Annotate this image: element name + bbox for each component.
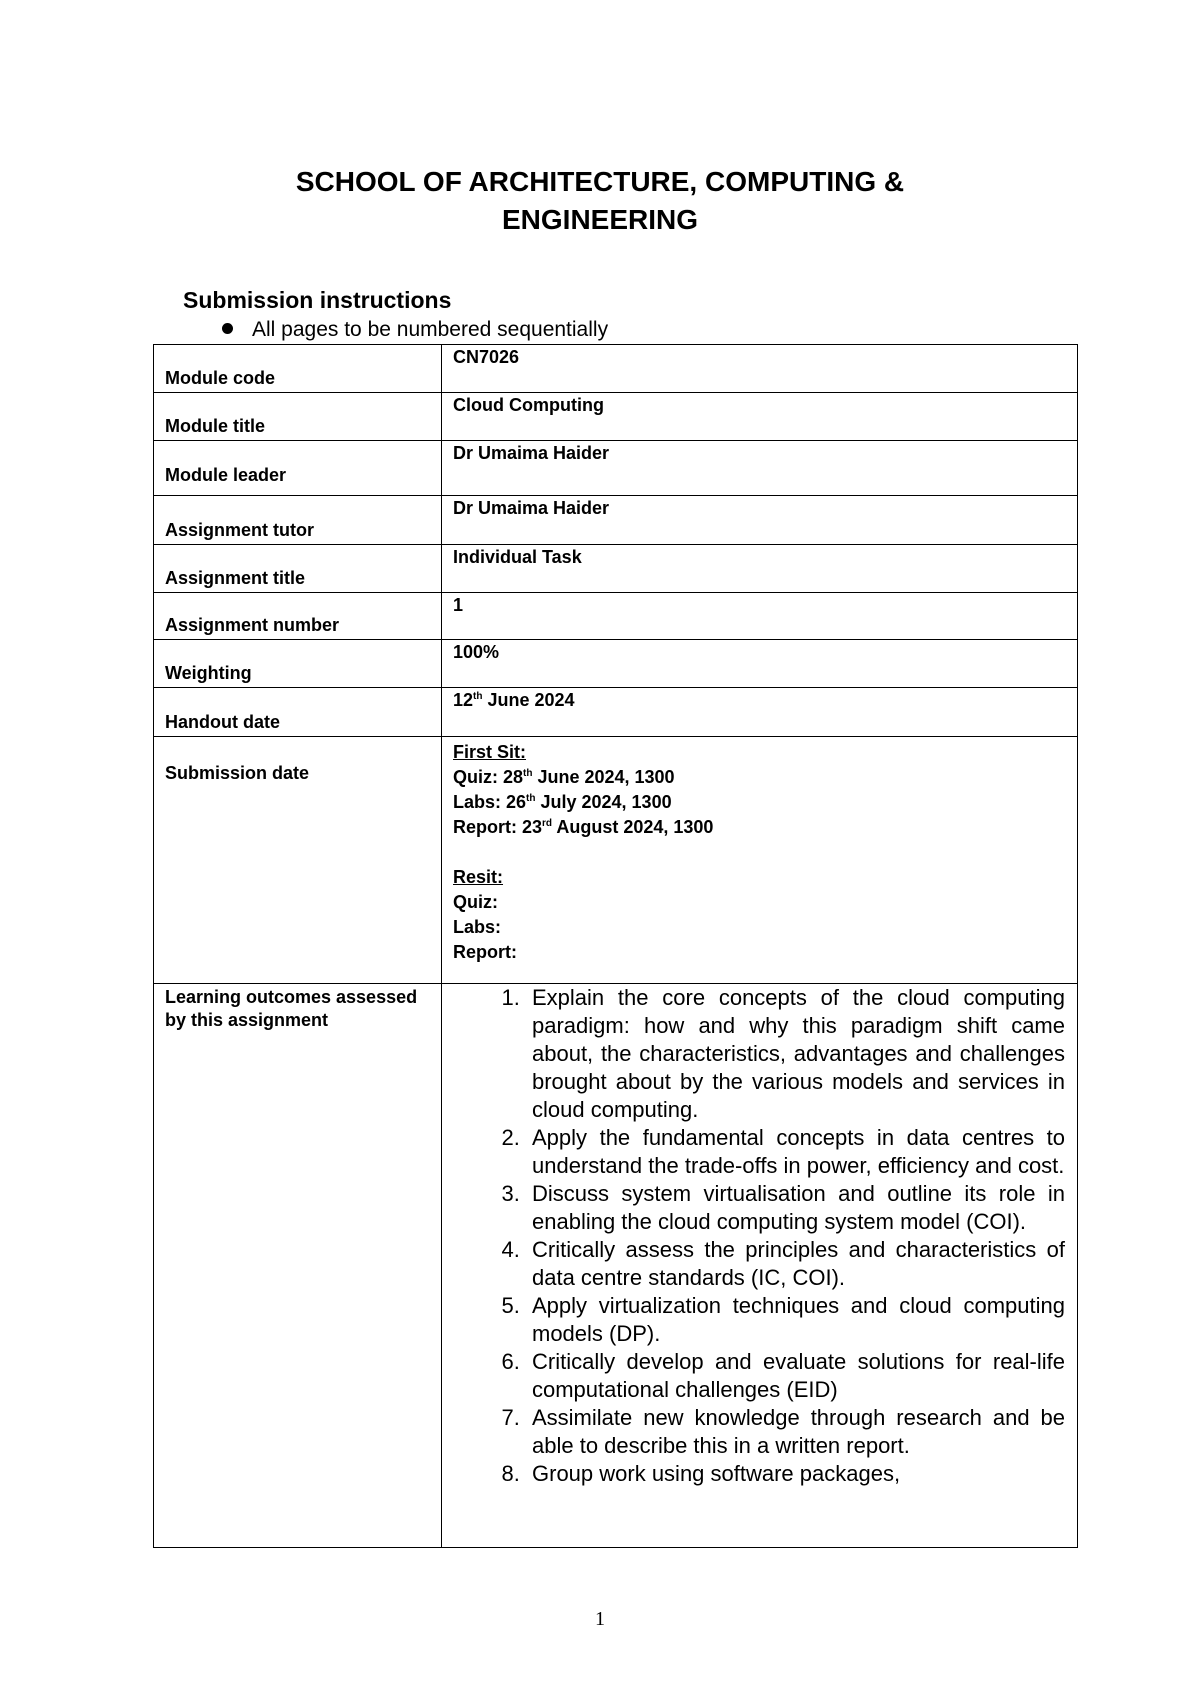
list-item: 5. Apply virtualization techniques and cloud computing models (DP). — [526, 1292, 1065, 1348]
list-item: 2. Apply the fundamental concepts in data centres to understand the trade-offs in power, efficiency and cost. — [526, 1124, 1065, 1180]
assignment-title-label: Assignment title — [165, 568, 306, 588]
first-sit-labs: Labs: 26th July 2024, 1300 — [453, 792, 672, 812]
page-number: 1 — [595, 1608, 605, 1630]
submission-date-label-cell — [154, 737, 442, 984]
resit-heading: Resit: — [453, 867, 504, 887]
learning-outcomes-cell — [442, 984, 1078, 1548]
module-title-label: Module title — [165, 416, 265, 436]
learning-outcomes-label: Learning outcomes assessed by this assignment — [165, 987, 418, 1030]
resit-labs: Labs: — [453, 917, 502, 937]
table-row — [154, 345, 1078, 393]
handout-day-suffix: th — [473, 691, 483, 702]
assignment-info-table — [153, 344, 1078, 1548]
module-code-value-cell — [442, 345, 1078, 393]
handout-month-year: June 2024 — [482, 690, 575, 710]
handout-date-value-cell — [442, 688, 1078, 737]
module-code-value: CN7026 — [453, 347, 520, 367]
handout-date-value — [453, 690, 575, 711]
module-title-label-cell — [154, 393, 442, 441]
module-title-value: Cloud Computing — [453, 395, 604, 415]
assignment-title-value-cell — [442, 545, 1078, 593]
assignment-number-value: 1 — [453, 595, 464, 615]
title-line-1: SCHOOL OF ARCHITECTURE, COMPUTING & — [295, 166, 905, 197]
submission-date-label: Submission date — [165, 763, 310, 783]
table-row — [154, 496, 1078, 545]
resit-quiz: Quiz: — [453, 892, 498, 912]
module-code-label: Module code — [165, 368, 276, 388]
assignment-tutor-value-cell — [442, 496, 1078, 545]
table-row — [154, 545, 1078, 593]
table-row — [154, 737, 1078, 984]
page-title — [0, 163, 1200, 239]
submission-date-value-cell — [442, 737, 1078, 984]
table-row — [154, 984, 1078, 1548]
assignment-number-value-cell — [442, 593, 1078, 640]
list-item: 4. Critically assess the principles and characteristics of data centre standards (IC, COI). — [526, 1236, 1065, 1292]
module-leader-value: Dr Umaima Haider — [453, 443, 610, 463]
instruction-bullet — [222, 318, 608, 342]
list-item: 1. Explain the core concepts of the cloud computing paradigm: how and why this paradigm shift came about, the characteristics, advantages and challenges brought about by the various models and services in cloud computing. — [526, 984, 1065, 1124]
handout-date-label: Handout date — [165, 712, 280, 732]
list-item: 3. Discuss system virtualisation and outline its role in enabling the cloud computing system model (COI). — [526, 1180, 1065, 1236]
resit-report: Report: — [453, 942, 517, 962]
list-item: 6. Critically develop and evaluate solutions for real-life computational challenges (EID) — [526, 1348, 1065, 1404]
module-leader-value-cell — [442, 441, 1078, 496]
assignment-title-label-cell — [154, 545, 442, 593]
handout-day: 12 — [453, 690, 474, 710]
table-row — [154, 441, 1078, 496]
submission-dates — [442, 737, 1077, 968]
list-item: 7. Assimilate new knowledge through research and be able to describe this in a written report. — [526, 1404, 1065, 1460]
assignment-tutor-label-cell — [154, 496, 442, 545]
assignment-number-label-cell — [154, 593, 442, 640]
weighting-value: 100% — [453, 642, 500, 662]
table-row — [154, 593, 1078, 640]
first-sit-heading: First Sit: — [453, 742, 527, 762]
bullet-icon — [222, 323, 233, 334]
module-leader-label-cell — [154, 441, 442, 496]
assignment-tutor-label: Assignment tutor — [165, 520, 315, 540]
submission-instructions-heading: Submission instructions — [183, 287, 452, 313]
weighting-label-cell — [154, 640, 442, 688]
table-row — [154, 640, 1078, 688]
first-sit-report: Report: 23rd August 2024, 1300 — [453, 817, 714, 837]
assignment-number-label: Assignment number — [165, 615, 340, 635]
module-leader-label: Module leader — [165, 465, 287, 485]
title-line-2: ENGINEERING — [501, 204, 699, 235]
handout-date-label-cell — [154, 688, 442, 737]
learning-outcomes-label-cell — [154, 984, 442, 1548]
instruction-bullet-text: All pages to be numbered sequentially — [252, 318, 609, 341]
learning-outcomes-list — [442, 984, 1077, 1488]
module-code-label-cell — [154, 345, 442, 393]
assignment-tutor-value: Dr Umaima Haider — [453, 498, 610, 518]
table-row — [154, 688, 1078, 737]
table-row — [154, 393, 1078, 441]
first-sit-quiz: Quiz: 28th June 2024, 1300 — [453, 767, 675, 787]
weighting-value-cell — [442, 640, 1078, 688]
assignment-title-value: Individual Task — [453, 547, 582, 567]
weighting-label: Weighting — [165, 663, 252, 683]
module-title-value-cell — [442, 393, 1078, 441]
list-item: 8. Group work using software packages, — [526, 1460, 1065, 1488]
